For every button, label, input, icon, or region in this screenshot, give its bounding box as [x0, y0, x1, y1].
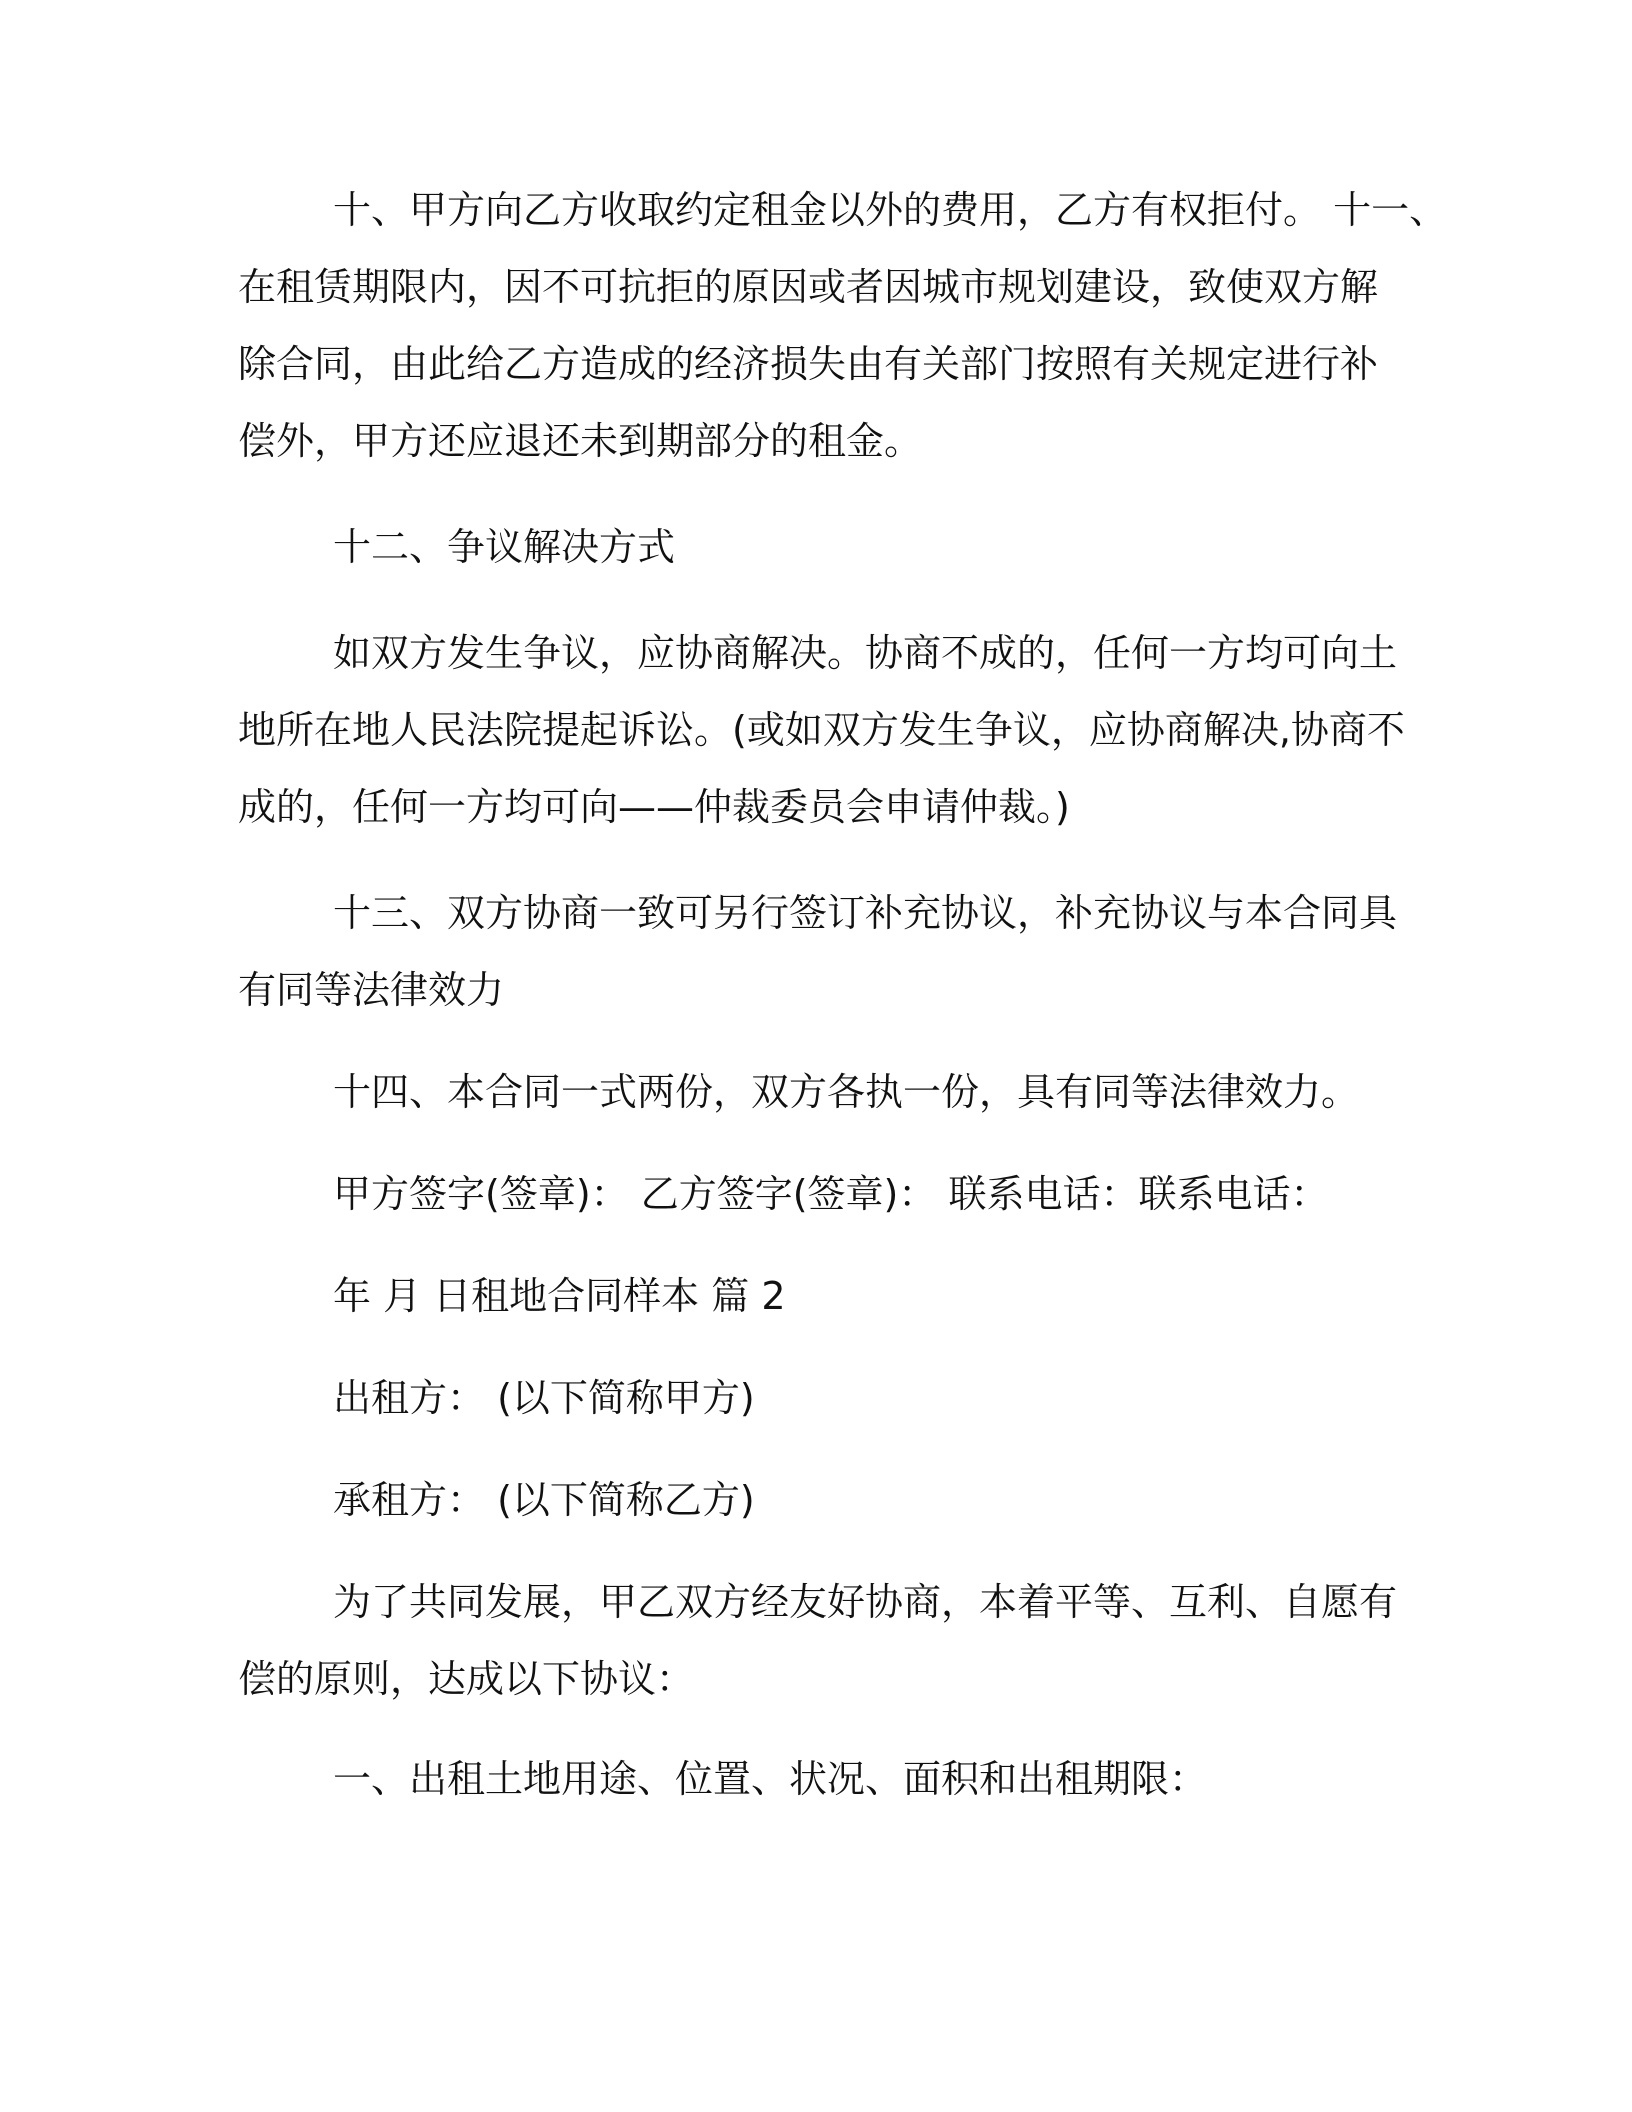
clause-12-body: [238, 631, 1405, 829]
text-line: 出租方： (以下简称甲方): [333, 1376, 755, 1420]
lessee-line: [238, 1480, 1398, 1520]
text-line: 有同等法律效力: [238, 968, 505, 1012]
text-line: 一、出租土地用途、位置、状况、面积和出租期限：: [333, 1757, 1208, 1801]
text-line: 在租赁期限内，因不可抗拒的原因或者因城市规划建设，致使双方解: [238, 265, 1379, 309]
text-line: 偿外，甲方还应退还未到期部分的租金。: [238, 419, 923, 463]
text-line: 十四、本合同一式两份，双方各执一份，具有同等法律效力。: [333, 1070, 1360, 1114]
text-line: 偿的原则，达成以下协议：: [238, 1657, 695, 1701]
text-line: 承租方： (以下简称乙方): [333, 1478, 755, 1522]
text-line: 十三、双方协商一致可另行签订补充协议，补充协议与本合同具: [333, 891, 1398, 935]
lessor-line: [238, 1378, 1398, 1418]
text-line: 年 月 日租地合同样本 篇 2: [333, 1274, 786, 1318]
text-line: 十二、争议解决方式: [333, 525, 676, 569]
text-line: 如双方发生争议，应协商解决。协商不成的，任何一方均可向土: [333, 631, 1398, 675]
clause-10-11: [238, 188, 1448, 463]
text-line: 除合同，由此给乙方造成的经济损失由有关部门按照有关规定进行补: [238, 342, 1379, 386]
signature-line: [238, 1174, 1398, 1214]
text-line: 地所在地人民法院提起诉讼。(或如双方发生争议，应协商解决,协商不: [238, 708, 1405, 752]
text-line: 成的，任何一方均可向——仲裁委员会申请仲裁。): [238, 785, 1070, 829]
text-line: 甲方签字(签章)： 乙方签字(签章)： 联系电话：联系电话：: [333, 1172, 1329, 1216]
preamble: [238, 1582, 1398, 1699]
clause-12-title: [238, 527, 1398, 567]
clause-14: [238, 1072, 1398, 1112]
document-body: [238, 188, 1448, 1801]
text-line: 十、甲方向乙方收取约定租金以外的费用，乙方有权拒付。 十一、: [333, 188, 1448, 232]
text-line: 为了共同发展，甲乙双方经友好协商，本着平等、互利、自愿有: [333, 1580, 1398, 1624]
article-1: [238, 1759, 1398, 1799]
section-title: [238, 1276, 1398, 1316]
clause-13: [238, 893, 1398, 1010]
